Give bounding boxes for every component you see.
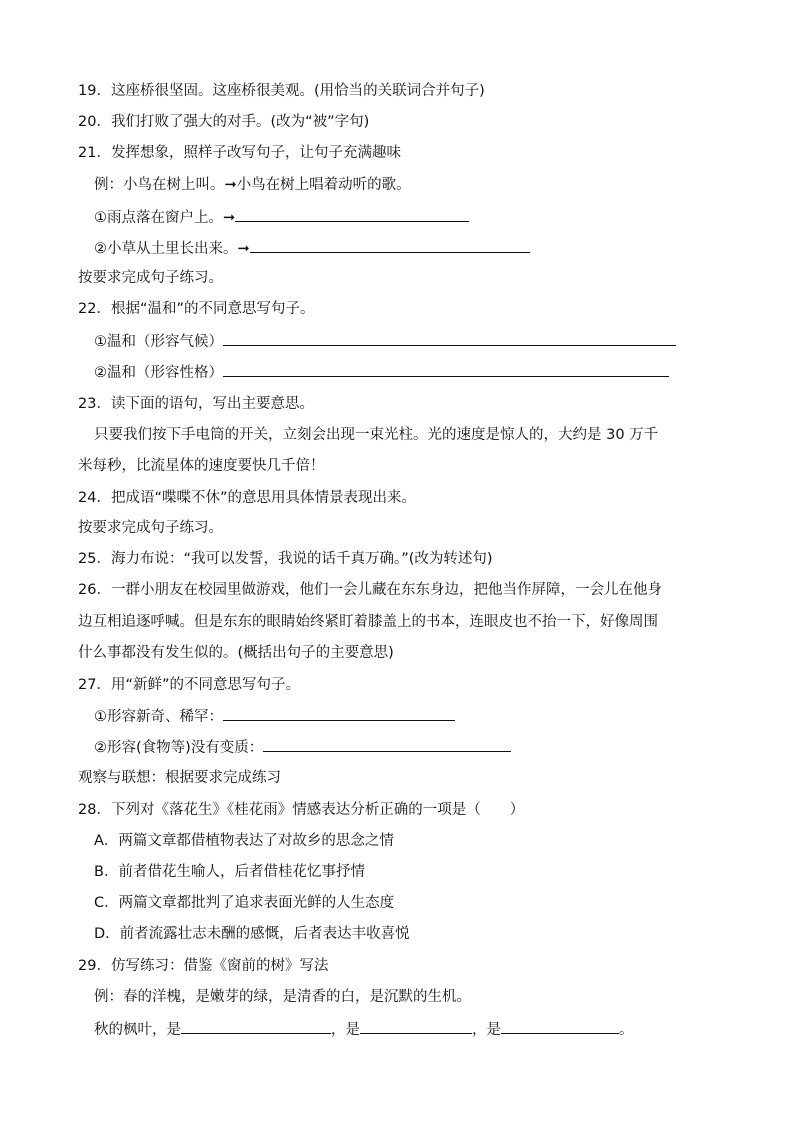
question-28-title: 28．下列对《落花生》《桂花雨》情感表达分析正确的一项是（ ） xyxy=(78,802,525,818)
question-26-line-2: 边互相追逐呼喊。但是东东的眼睛始终紧盯着膝盖上的书本，连眼皮也不抬一下，好像周围 xyxy=(78,614,658,630)
answer-blank[interactable] xyxy=(360,1017,472,1034)
question-26-line-3: 什么事都没有发生似的。(概括出句子的主要意思) xyxy=(78,645,394,661)
item-label: ②形容(食物等)没有变质： xyxy=(94,740,264,756)
option-d: D．前者流露壮志未酬的感慨，后者表达丰收喜悦 xyxy=(94,926,410,942)
section-heading: 按要求完成句子练习。 xyxy=(78,270,223,286)
answer-blank[interactable] xyxy=(235,205,469,222)
question-22-item-2 xyxy=(94,360,669,384)
item-label: ②小草从土里长出来。➞ xyxy=(94,241,250,257)
separator-text: ，是 xyxy=(331,1022,360,1038)
question-21-title: 21．发挥想象，照样子改写句子，让句子充满趣味 xyxy=(78,145,401,161)
question-26-line-1: 26．一群小朋友在校园里做游戏，他们一会儿藏在东东身边，把他当作屏障，一会儿在他身 xyxy=(78,582,662,598)
question-29-title: 29．仿写练习：借鉴《窗前的树》写法 xyxy=(78,958,329,974)
question-27-item-1 xyxy=(94,704,455,728)
answer-blank[interactable] xyxy=(263,735,511,752)
question-27-title: 27．用“新鲜”的不同意思写句子。 xyxy=(78,677,300,693)
answer-blank[interactable] xyxy=(181,1017,331,1034)
answer-blank[interactable] xyxy=(223,704,455,721)
question-23-title: 23．读下面的语句，写出主要意思。 xyxy=(78,396,314,412)
item-label: ②温和（形容性格） xyxy=(94,365,223,381)
question-23-passage-line-1: 只要我们按下手电筒的开关，立刻会出现一束光柱。光的速度是惊人的，大约是 30 万千 xyxy=(94,427,659,443)
separator-text: ，是 xyxy=(472,1022,501,1038)
item-label: ①温和（形容气候） xyxy=(94,334,223,350)
question-21-example: 例：小鸟在树上叫。➞小鸟在树上唱着动听的歌。 xyxy=(94,177,411,193)
section-heading: 按要求完成句子练习。 xyxy=(78,520,223,536)
question-21-item-2 xyxy=(94,236,530,260)
section-heading: 观察与联想：根据要求完成练习 xyxy=(78,770,281,786)
item-label: ①形容新奇、稀罕： xyxy=(94,709,223,725)
question-29-example: 例：春的洋槐，是嫩芽的绿，是清香的白，是沉默的生机。 xyxy=(94,989,471,1005)
lead-text: 秋的枫叶，是 xyxy=(94,1022,181,1038)
question-22-item-1 xyxy=(94,329,676,353)
answer-blank[interactable] xyxy=(250,236,530,253)
question-21-item-1 xyxy=(94,205,469,229)
answer-blank[interactable] xyxy=(223,329,676,346)
item-label: ①雨点落在窗户上。➞ xyxy=(94,210,236,226)
question-19: 19．这座桥很坚固。这座桥很美观。(用恰当的关联词合并句子) xyxy=(78,83,485,99)
question-23-passage-line-2: 米每秒，比流星体的速度要快几千倍！ xyxy=(78,458,325,474)
question-24: 24．把成语“喋喋不休”的意思用具体情景表现出来。 xyxy=(78,490,416,506)
answer-blank[interactable] xyxy=(223,360,669,377)
question-29-imitation xyxy=(94,1017,634,1041)
end-punctuation: 。 xyxy=(619,1022,634,1038)
option-b: B．前者借花生喻人，后者借桂花忆事抒情 xyxy=(94,864,365,880)
question-22-title: 22．根据“温和”的不同意思写句子。 xyxy=(78,301,315,317)
question-27-item-2 xyxy=(94,735,511,759)
option-c: C．两篇文章都批判了追求表面光鲜的人生态度 xyxy=(94,895,395,911)
question-20: 20．我们打败了强大的对手。(改为“被”字句) xyxy=(78,114,370,130)
answer-blank[interactable] xyxy=(501,1017,619,1034)
option-a: A．两篇文章都借植物表达了对故乡的思念之情 xyxy=(94,833,394,849)
question-25: 25．海力布说：“我可以发誓，我说的话千真万确。”(改为转述句) xyxy=(78,551,493,567)
